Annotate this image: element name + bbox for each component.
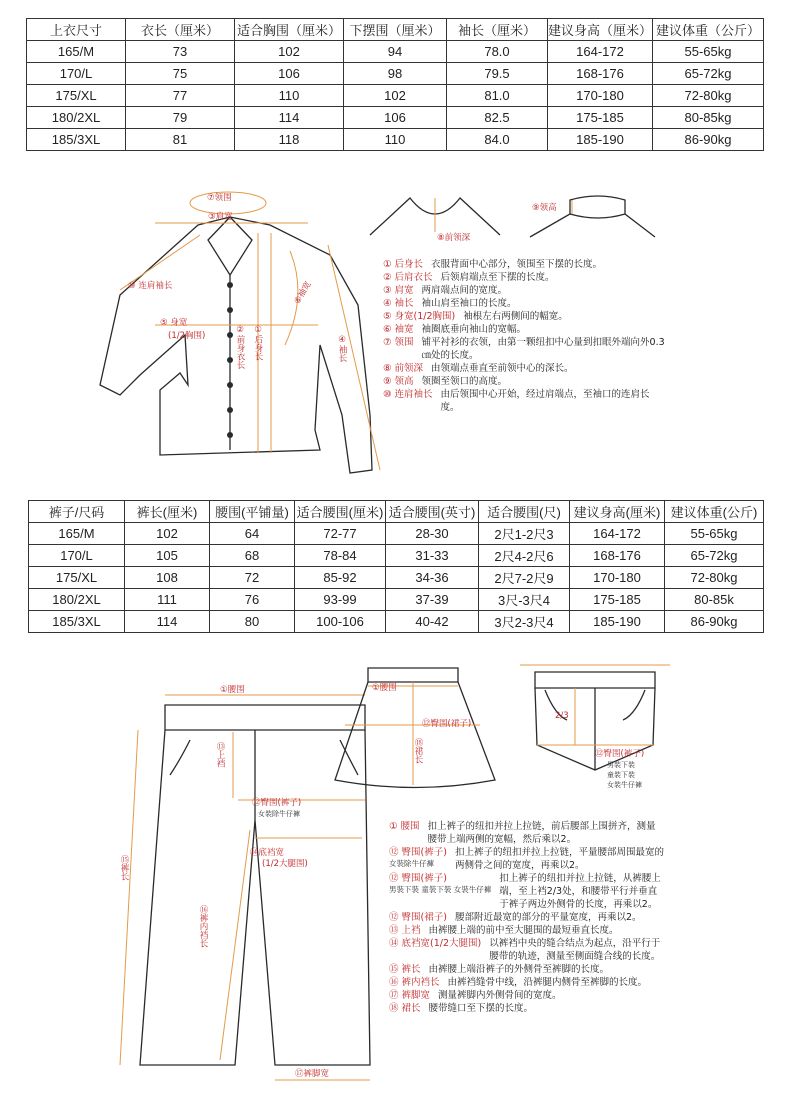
table-header-cell: 腰围(平铺量) xyxy=(210,501,295,523)
table-cell: 164-172 xyxy=(548,41,653,63)
collar-label: ⑦领围 xyxy=(207,193,232,203)
table-cell: 65-72kg xyxy=(653,63,764,85)
table-cell: 175/XL xyxy=(27,85,126,107)
table-cell: 102 xyxy=(344,85,447,107)
shoulder-label: ③肩宽 xyxy=(208,212,233,222)
list-item: ⑮ 裤长 由裤腰上端沿裤子的外侧骨至裤脚的长度。 xyxy=(389,964,610,975)
table-cell: 110 xyxy=(235,85,344,107)
table-cell: 175-185 xyxy=(570,589,665,611)
table-cell: 81.0 xyxy=(447,85,548,107)
neck-depth-diagram xyxy=(365,190,505,260)
hem-label: ⑰裤脚宽 xyxy=(295,1069,330,1079)
table-cell: 55-65kg xyxy=(653,41,764,63)
table-cell: 31-33 xyxy=(386,545,479,567)
table-cell: 168-176 xyxy=(548,63,653,85)
table-header-cell: 下摆围（厘米） xyxy=(344,19,447,41)
table-cell: 72 xyxy=(210,567,295,589)
table-cell: 3尺2-3尺4 xyxy=(479,611,570,633)
list-item: ① 后身长 衣服背面中心部分，领围至下摆的长度。 xyxy=(383,259,603,270)
table-cell: 2尺7-2尺9 xyxy=(479,567,570,589)
table-cell: 180/2XL xyxy=(29,589,125,611)
table-header-cell: 建议身高（厘米） xyxy=(548,19,653,41)
shirt-diagram xyxy=(80,185,390,485)
collar-height-diagram xyxy=(520,192,660,252)
table-row xyxy=(27,129,764,151)
table-header-cell: 袖长（厘米） xyxy=(447,19,548,41)
table-cell: 170/L xyxy=(27,63,126,85)
table-cell: 105 xyxy=(125,545,210,567)
sleeve-label: ④袖长 xyxy=(337,335,347,362)
table-cell: 175/XL xyxy=(29,567,125,589)
table-cell: 93-99 xyxy=(295,589,386,611)
shirt-measure-list xyxy=(383,258,668,414)
table-row xyxy=(29,589,764,611)
table-row xyxy=(27,107,764,129)
table-header-cell: 衣长（厘米） xyxy=(126,19,235,41)
table-cell: 185-190 xyxy=(570,611,665,633)
jeans-sub-2: 童裝下裝 xyxy=(607,771,635,779)
table-cell: 170-180 xyxy=(570,567,665,589)
table-cell: 185/3XL xyxy=(27,129,126,151)
table-cell: 79 xyxy=(126,107,235,129)
table-cell: 78.0 xyxy=(447,41,548,63)
table-cell: 180/2XL xyxy=(27,107,126,129)
table-cell: 68 xyxy=(210,545,295,567)
table-row xyxy=(29,611,764,633)
table-cell: 108 xyxy=(125,567,210,589)
table-cell: 2尺1-2尺3 xyxy=(479,523,570,545)
list-item: ③ 肩宽 两肩端点间的宽度。 xyxy=(383,285,508,296)
thigh-label: ⑭底裆宽 xyxy=(250,848,285,858)
table-cell: 28-30 xyxy=(386,523,479,545)
list-item: ⑯ 裤内裆长 由裤裆缝骨中线，沿裤腿内侧骨至裤脚的长度。 xyxy=(389,977,648,988)
inseam-label: ⑯裤内裆长 xyxy=(198,905,208,948)
list-item: ⑫ 臀围(裙子) 腰部附近最宽的部分的平量宽度，再乘以2。 xyxy=(389,912,642,923)
table-cell: 118 xyxy=(235,129,344,151)
list-item: ⑫ 臀围(裤子) 女裝除牛仔褲 扣上裤子的纽扣并拉上拉链，平量腰部周围最宽的两侧骨之间的宽度，再乘以2。 xyxy=(389,847,664,871)
skirt-diagram xyxy=(330,660,510,800)
table-header-row xyxy=(27,19,764,41)
table-cell: 80 xyxy=(210,611,295,633)
list-item: ⑩ 连肩袖长 由后领围中心开始，经过肩端点，至袖口的连肩长度。 xyxy=(383,389,650,413)
jeans-sub-1: 男裝下裝 xyxy=(607,761,635,769)
table-cell: 82.5 xyxy=(447,107,548,129)
table-cell: 3尺-3尺4 xyxy=(479,589,570,611)
list-item: ⑱ 裙长 腰带缝口至下摆的长度。 xyxy=(389,1003,534,1014)
table-cell: 73 xyxy=(126,41,235,63)
table-header-cell: 适合胸围（厘米） xyxy=(235,19,344,41)
table-cell: 102 xyxy=(235,41,344,63)
list-item: ⑤ 身宽(1/2胸围) 袖根左右两侧间的幅宽。 xyxy=(383,311,568,322)
jeans-hip-diagram xyxy=(515,660,675,805)
table-cell: 175-185 xyxy=(548,107,653,129)
jeans-fraction-label: 2/3 xyxy=(555,711,569,721)
table-row xyxy=(29,567,764,589)
table-header-cell: 裤子/尺码 xyxy=(29,501,125,523)
list-item: ① 腰围 扣上裤子的纽扣并拉上拉链，前后腰部上围拼齐，测量腰带上端两侧的宽幅，然后乘以2。 xyxy=(389,821,656,845)
table-cell: 81 xyxy=(126,129,235,151)
list-item: ⑧ 前领深 由领端点垂直至前领中心的深长。 xyxy=(383,363,574,374)
back-length-label: ①后身长 xyxy=(253,325,263,361)
pants-size-table xyxy=(28,500,764,633)
table-row xyxy=(29,523,764,545)
table-cell: 80-85kg xyxy=(653,107,764,129)
list-item: ⑭ 底裆宽(1/2大腿围) 以裤裆中央的缝合结点为起点，沿平行于腰带的轨迹，测量至侧面缝合线的长度。 xyxy=(389,938,661,962)
table-row xyxy=(27,41,764,63)
collar-height-label: ⑨领高 xyxy=(532,203,557,213)
table-cell: 185/3XL xyxy=(29,611,125,633)
table-row xyxy=(27,63,764,85)
list-item: ⑥ 袖宽 袖圈底垂向袖山的宽幅。 xyxy=(383,324,527,335)
table-cell: 86-90kg xyxy=(665,611,764,633)
table-header-cell: 裤长(厘米) xyxy=(125,501,210,523)
table-cell: 170/L xyxy=(29,545,125,567)
table-cell: 55-65kg xyxy=(665,523,764,545)
table-cell: 106 xyxy=(235,63,344,85)
table-cell: 98 xyxy=(344,63,447,85)
table-header-row xyxy=(29,501,764,523)
table-cell: 80-85k xyxy=(665,589,764,611)
cuff-label: ⑥袖宽 xyxy=(292,279,314,307)
hip-label: ⑫臀围(裤子) xyxy=(252,798,302,808)
table-header-cell: 上衣尺寸 xyxy=(27,19,126,41)
table-cell: 114 xyxy=(235,107,344,129)
waist-label: ①腰围 xyxy=(220,685,245,695)
table-cell: 102 xyxy=(125,523,210,545)
top-size-table xyxy=(26,18,764,151)
table-header-cell: 建议体重(公斤) xyxy=(665,501,764,523)
table-cell: 100-106 xyxy=(295,611,386,633)
table-cell: 84.0 xyxy=(447,129,548,151)
jeans-sub-3: 女裝牛仔褲 xyxy=(607,781,642,789)
table-cell: 168-176 xyxy=(570,545,665,567)
table-cell: 65-72kg xyxy=(665,545,764,567)
table-cell: 110 xyxy=(344,129,447,151)
table-cell: 77 xyxy=(126,85,235,107)
table-cell: 78-84 xyxy=(295,545,386,567)
list-item: ⑦ 领围 铺平衬衫的衣领，由第一颗纽扣中心量到扣眼外端向外0.3㎝处的长度。 xyxy=(383,337,665,361)
front-length-label: ②前身衣长 xyxy=(235,325,245,369)
table-cell: 34-36 xyxy=(386,567,479,589)
table-cell: 79.5 xyxy=(447,63,548,85)
table-cell: 185-190 xyxy=(548,129,653,151)
table-cell: 114 xyxy=(125,611,210,633)
list-item: ⑫ 臀围(裤子) 男裝下裝 童裝下裝 女裝牛仔褲 扣上裤子的纽扣并拉上拉链，从裤腰上端，至上裆2/3处，和腰带平行并垂直于裤子两边外侧骨的长度，再乘以2。 xyxy=(389,873,661,910)
table-header-cell: 适合腰围(厘米) xyxy=(295,501,386,523)
thigh-sub-label: (1/2大腿围) xyxy=(262,859,308,869)
table-cell: 72-80kg xyxy=(653,85,764,107)
chest-label: ⑤ 身宽 xyxy=(160,318,188,328)
table-cell: 75 xyxy=(126,63,235,85)
table-cell: 40-42 xyxy=(386,611,479,633)
table-header-cell: 适合腰围(尺) xyxy=(479,501,570,523)
table-row xyxy=(29,545,764,567)
table-cell: 2尺4-2尺6 xyxy=(479,545,570,567)
list-item: ⑬ 上裆 由裤腰上端的前中至大腿围的最短垂直长度。 xyxy=(389,925,619,936)
table-cell: 165/M xyxy=(29,523,125,545)
hip-sub-label: 女裝除牛仔褲 xyxy=(258,810,300,818)
table-header-cell: 建议体重（公斤） xyxy=(653,19,764,41)
table-header-cell: 建议身高(厘米) xyxy=(570,501,665,523)
table-header-cell: 适合腰围(英寸) xyxy=(386,501,479,523)
list-item: ⑨ 领高 领圈至领口的高度。 xyxy=(383,376,508,387)
jeans-hip-label: ⑫臀围(裤子) xyxy=(595,749,645,759)
skirt-waist-label: ①腰围 xyxy=(372,683,397,693)
chest-sub-label: (1/2胸围) xyxy=(168,331,206,341)
table-row xyxy=(27,85,764,107)
list-item: ② 后肩衣长 后领肩端点至下摆的长度。 xyxy=(383,272,555,283)
neck-depth-label: ⑧前领深 xyxy=(437,233,471,243)
table-cell: 170-180 xyxy=(548,85,653,107)
rise-label: ⑬上裆 xyxy=(215,742,225,768)
skirt-hip-label: ⑫臀围(裙子) xyxy=(422,719,472,729)
table-cell: 86-90kg xyxy=(653,129,764,151)
table-cell: 111 xyxy=(125,589,210,611)
pants-measure-list xyxy=(389,820,664,1015)
table-cell: 72-77 xyxy=(295,523,386,545)
list-item: ④ 袖长 袖山肩至袖口的长度。 xyxy=(383,298,517,309)
table-cell: 106 xyxy=(344,107,447,129)
table-cell: 164-172 xyxy=(570,523,665,545)
pants-length-label: ⑮裤长 xyxy=(119,855,129,881)
list-item: ⑰ 裤脚宽 测量裤脚内外侧骨间的宽度。 xyxy=(389,990,562,1001)
table-cell: 72-80kg xyxy=(665,567,764,589)
table-cell: 64 xyxy=(210,523,295,545)
table-cell: 85-92 xyxy=(295,567,386,589)
raglan-label: ⑩ 连肩袖长 xyxy=(128,281,173,291)
table-cell: 165/M xyxy=(27,41,126,63)
table-cell: 37-39 xyxy=(386,589,479,611)
skirt-length-label: ⑱裙长 xyxy=(413,738,423,764)
table-cell: 94 xyxy=(344,41,447,63)
table-cell: 76 xyxy=(210,589,295,611)
